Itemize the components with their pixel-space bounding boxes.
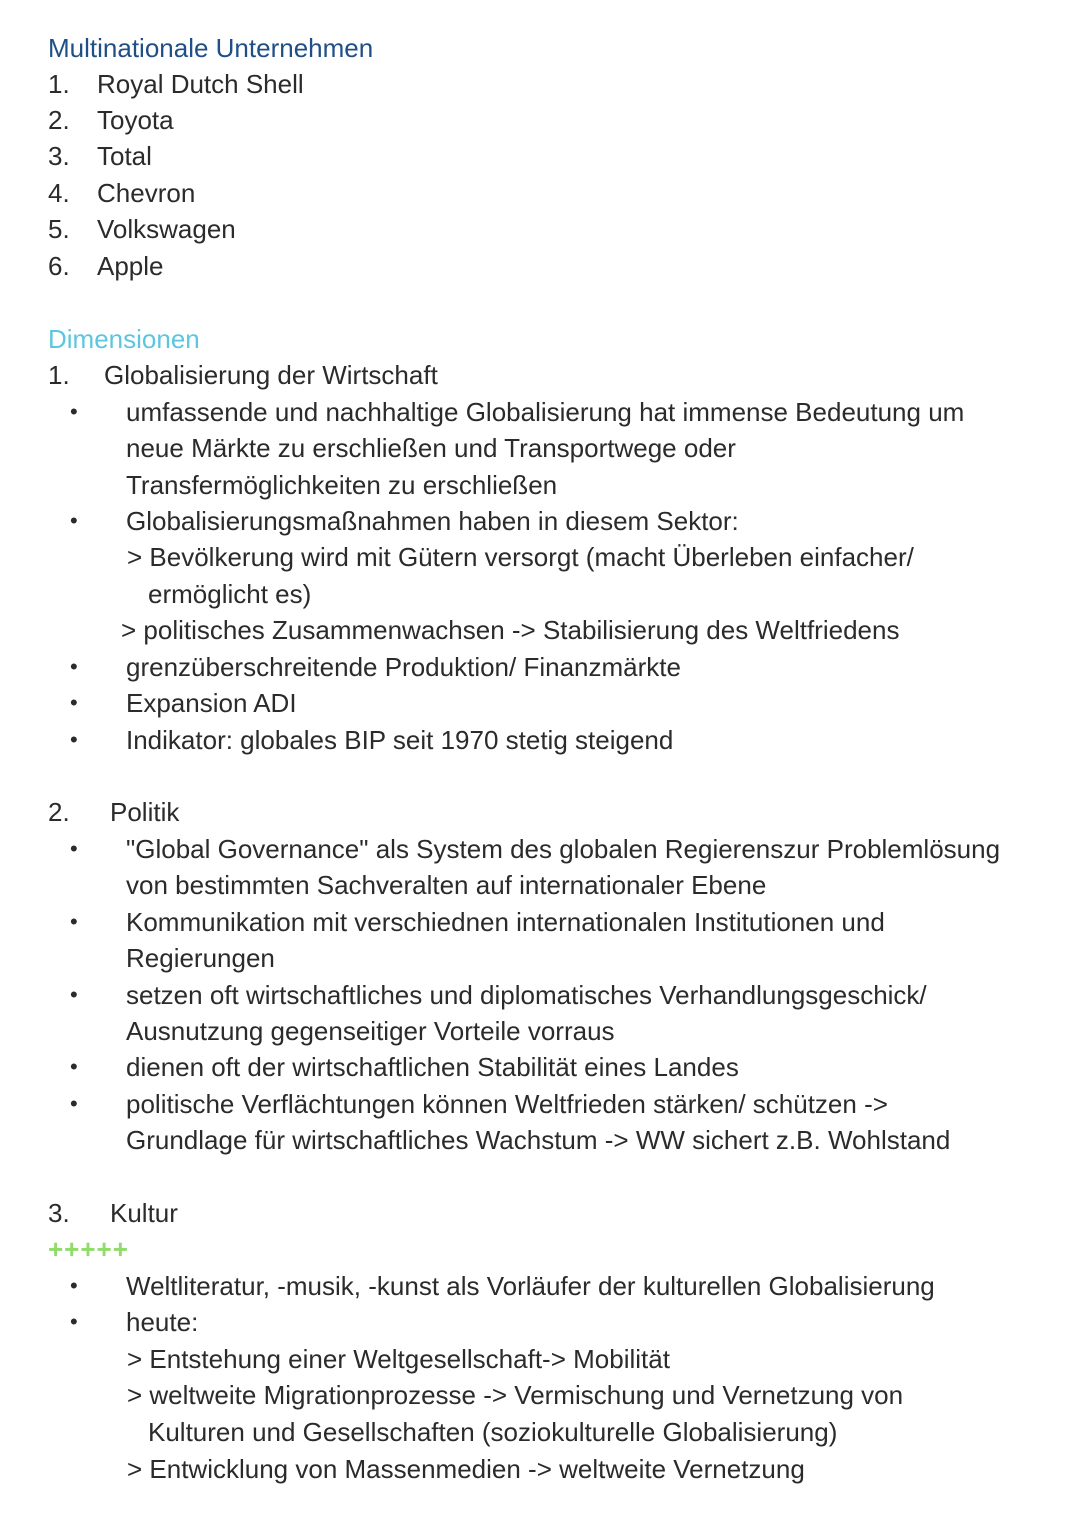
- bullet-icon: •: [70, 508, 78, 533]
- bullet-icon: •: [70, 982, 78, 1007]
- sub-point-continued: ermöglicht es): [148, 579, 312, 609]
- bullet-text-continued: Grundlage für wirtschaftliches Wachstum -> WW sichert z.B. Wohlstand: [126, 1125, 951, 1155]
- sub-point: > Entstehung einer Weltgesellschaft-> Mobilität: [127, 1344, 670, 1374]
- dimension-number: 2.: [48, 797, 70, 827]
- bullet-icon: •: [70, 1309, 78, 1334]
- bullet-icon: •: [70, 399, 78, 424]
- list-item-number: 6.: [48, 251, 70, 281]
- list-item: Volkswagen: [97, 214, 236, 244]
- bullet-icon: •: [70, 1273, 78, 1298]
- list-item-number: 5.: [48, 214, 70, 244]
- bullet-text: Kommunikation mit verschiednen internationalen Institutionen und: [126, 907, 885, 937]
- plus-marker: +++++: [48, 1234, 129, 1264]
- list-item-number: 3.: [48, 141, 70, 171]
- list-item-number: 1.: [48, 69, 70, 99]
- bullet-icon: •: [70, 1054, 78, 1079]
- list-item-number: 2.: [48, 105, 70, 135]
- sub-point-continued: Kulturen und Gesellschaften (soziokulturelle Globalisierung): [148, 1417, 838, 1447]
- list-item: Chevron: [97, 178, 196, 208]
- bullet-text: setzen oft wirtschaftliches und diplomatisches Verhandlungsgeschick/: [126, 980, 927, 1010]
- bullet-icon: •: [70, 1091, 78, 1116]
- bullet-text-continued: von bestimmten Sachveralten auf internationaler Ebene: [126, 870, 767, 900]
- list-item: Total: [97, 141, 152, 171]
- dimension-title: Politik: [110, 797, 180, 827]
- bullet-text: politische Verflächtungen können Weltfrieden stärken/ schützen ->: [126, 1089, 888, 1119]
- dimension-title: Kultur: [110, 1198, 178, 1228]
- dimension-number: 1.: [48, 360, 70, 390]
- bullet-text: grenzüberschreitende Produktion/ Finanzmärkte: [126, 652, 681, 682]
- bullet-text: Expansion ADI: [126, 688, 297, 718]
- heading-multinationale-unternehmen: Multinationale Unternehmen: [48, 33, 374, 63]
- sub-point: > Bevölkerung wird mit Gütern versorgt (macht Überleben einfacher/: [127, 542, 914, 572]
- bullet-text-continued: Ausnutzung gegenseitiger Vorteile vorraus: [126, 1016, 615, 1046]
- bullet-text: Weltliteratur, -musik, -kunst als Vorläufer der kulturellen Globalisierung: [126, 1271, 935, 1301]
- sub-point: > politisches Zusammenwachsen -> Stabilisierung des Weltfriedens: [121, 615, 900, 645]
- bullet-text: dienen oft der wirtschaftlichen Stabilität eines Landes: [126, 1052, 739, 1082]
- sub-point: > weltweite Migrationprozesse -> Vermischung und Vernetzung von: [127, 1380, 904, 1410]
- bullet-text-continued: neue Märkte zu erschließen und Transportwege oder: [126, 433, 736, 463]
- bullet-icon: •: [70, 909, 78, 934]
- bullet-text: Globalisierungsmaßnahmen haben in diesem Sektor:: [126, 506, 739, 536]
- bullet-icon: •: [70, 836, 78, 861]
- bullet-text: heute:: [126, 1307, 199, 1337]
- heading-dimensionen: Dimensionen: [48, 324, 200, 354]
- bullet-icon: •: [70, 727, 78, 752]
- bullet-text: umfassende und nachhaltige Globalisierung hat immense Bedeutung um: [126, 397, 965, 427]
- list-item-number: 4.: [48, 178, 70, 208]
- list-item: Toyota: [97, 105, 174, 135]
- sub-point: > Entwicklung von Massenmedien -> weltweite Vernetzung: [127, 1454, 805, 1484]
- dimension-title: Globalisierung der Wirtschaft: [104, 360, 438, 390]
- bullet-text-continued: Transfermöglichkeiten zu erschließen: [126, 470, 558, 500]
- bullet-text: Indikator: globales BIP seit 1970 stetig steigend: [126, 725, 674, 755]
- bullet-text-continued: Regierungen: [126, 943, 275, 973]
- bullet-icon: •: [70, 690, 78, 715]
- list-item: Apple: [97, 251, 164, 281]
- list-item: Royal Dutch Shell: [97, 69, 304, 99]
- bullet-icon: •: [70, 654, 78, 679]
- bullet-text: "Global Governance" als System des globalen Regierenszur Problemlösung: [126, 834, 1001, 864]
- dimension-number: 3.: [48, 1198, 70, 1228]
